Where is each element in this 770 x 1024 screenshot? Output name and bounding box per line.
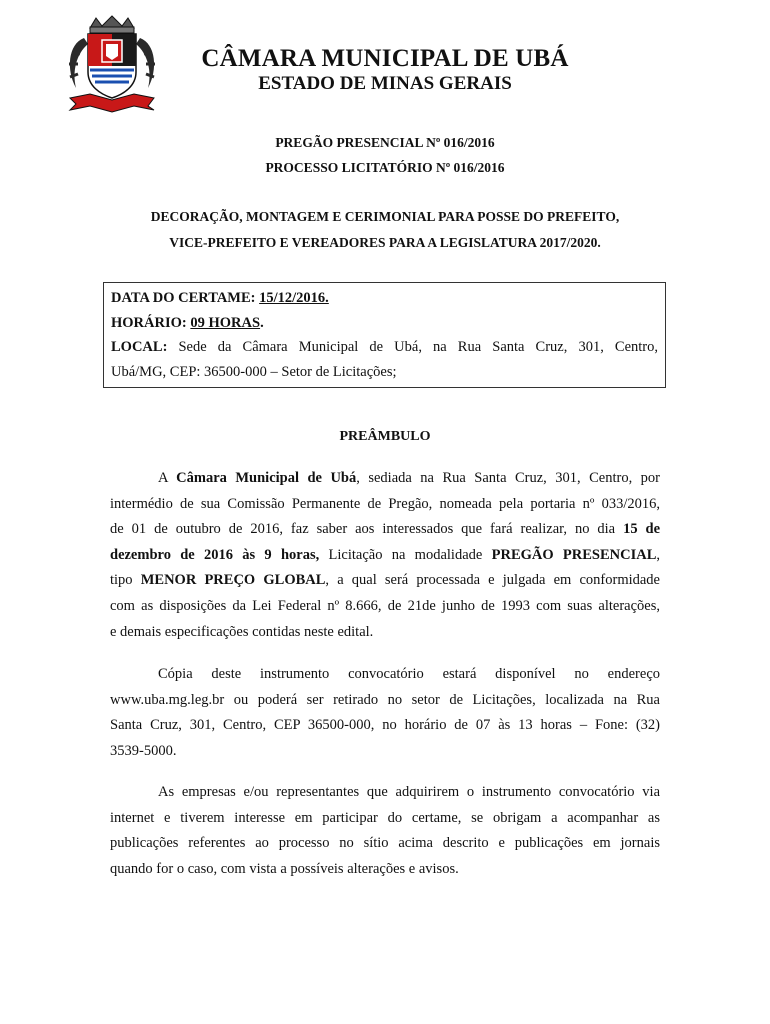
p1-line: com as disposições da Lei Federal nº 8.666, de 21de junho de 1993 com suas alterações, bbox=[110, 597, 660, 614]
p1-line: e demais especificações contidas neste edital. bbox=[110, 623, 374, 640]
local-label: LOCAL: bbox=[111, 339, 168, 355]
preamble-paragraph-3 bbox=[110, 780, 660, 882]
p2-line: Santa Cruz, 301, Centro, CEP 36500-000, no horário de 07 às 13 horas – Fone: (32) bbox=[110, 717, 660, 734]
p2-line: 3539-5000. bbox=[110, 742, 177, 759]
p3-line: publicações referentes ao processo no sítio acima descrito e publicações em jornais bbox=[110, 835, 660, 852]
p2-line: Cópia deste instrumento convocatório estará disponível no endereço bbox=[158, 666, 660, 682]
date-label: DATA DO CERTAME: bbox=[111, 290, 260, 306]
preamble-paragraph-1 bbox=[110, 466, 660, 645]
event-date bbox=[111, 286, 658, 311]
processo-number: PROCESSO LICITATÓRIO Nº 016/2016 bbox=[265, 160, 505, 175]
pregao-number: PREGÃO PRESENCIAL Nº 016/2016 bbox=[275, 135, 495, 150]
p1-line: dezembro de 2016 às 9 horas, Licitação na modalidade PREGÃO PRESENCIAL, bbox=[110, 546, 661, 563]
p1-line: de 01 de outubro de 2016, faz saber aos interessados que fará realizar, no dia 15 de bbox=[110, 521, 661, 538]
event-location-line-1: LOCAL: Sede da Câmara Municipal de Ubá, na Rua Santa Cruz, 301, Centro, bbox=[111, 339, 658, 355]
p1-line: intermédio de sua Comissão Permanente de Pregão, nomeada pela portaria nº 033/2016, bbox=[110, 495, 660, 512]
p2-line: www.uba.mg.leg.br ou poderá ser retirado no setor de Licitações, localizada na Rua bbox=[110, 691, 660, 708]
object-line-1: DECORAÇÃO, MONTAGEM E CERIMONIAL PARA POSSE DO PREFEITO, bbox=[150, 209, 620, 224]
municipal-coat-of-arms-icon bbox=[62, 14, 162, 114]
date-value: 15/12/2016. bbox=[259, 290, 329, 306]
p1-line: A Câmara Municipal de Ubá, sediada na Rua Santa Cruz, 301, Centro, por bbox=[158, 470, 661, 486]
p3-line: internet e tiverem interesse em participar do certame, se obrigam a acompanhar as bbox=[110, 809, 660, 826]
p3-line: As empresas e/ou representantes que adquirirem o instrumento convocatório via bbox=[158, 784, 660, 800]
p1-line: tipo MENOR PREÇO GLOBAL, a qual será processada e julgada em conformidade bbox=[110, 572, 660, 589]
time-label: HORÁRIO: bbox=[111, 314, 191, 331]
event-info-box bbox=[103, 282, 666, 388]
preamble-paragraph-2 bbox=[110, 662, 660, 764]
object-line-2: VICE-PREFEITO E VEREADORES PARA A LEGISLATURA 2017/2020. bbox=[169, 235, 601, 250]
state-subtitle: ESTADO DE MINAS GERAIS bbox=[258, 73, 512, 94]
preamble-title: PREÂMBULO bbox=[339, 429, 431, 444]
event-location-line-2: Ubá/MG, CEP: 36500-000 – Setor de Licitações; bbox=[111, 363, 397, 380]
p3-line: quando for o caso, com vista a possíveis alterações e avisos. bbox=[110, 860, 459, 877]
institution-title: CÂMARA MUNICIPAL DE UBÁ bbox=[201, 45, 569, 72]
time-value: 09 HORAS bbox=[190, 314, 261, 331]
event-time: HORÁRIO: 09 HORAS. bbox=[111, 314, 264, 331]
